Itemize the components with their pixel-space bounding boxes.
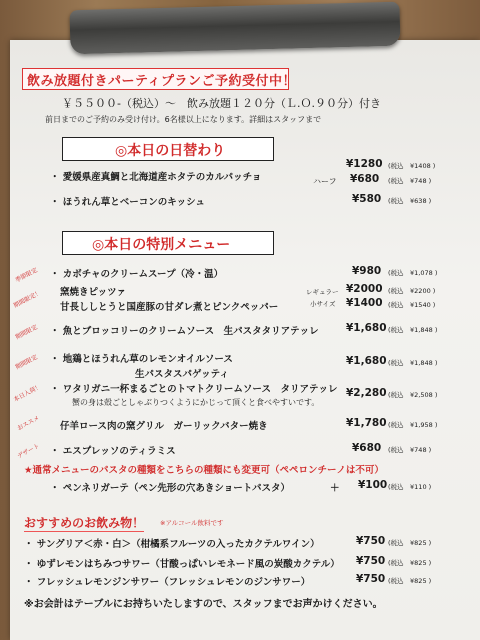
special-item-price: ¥2000 — [346, 283, 383, 295]
drink-item-tax: (税込 ¥825 ) — [388, 539, 432, 547]
special-item-name: ・ カボチャのクリームスープ（冷・温） — [50, 269, 224, 280]
pasta-change-note: ★通常メニューのパスタの種類をこちらの種類にも変更可（ペペロンチーノは不可） — [24, 465, 384, 476]
special-item-tax: (税込 ¥2,508 ) — [388, 391, 438, 399]
penne-name: ・ ペンネリガーテ（ペン先形の穴あきショートパスタ） — [50, 483, 291, 494]
special-item-price: ¥680 — [352, 442, 382, 454]
special-item-tax: (税込 ¥1,958 ) — [388, 421, 438, 429]
penne-plus: ＋ — [330, 483, 340, 494]
special-item-tax: (税込 ¥1,848 ) — [388, 359, 438, 367]
special-item-name: ・ 地鶏とほうれん草のレモンオイルソース — [50, 354, 233, 365]
drink-item-price: ¥750 — [356, 535, 386, 547]
drink-item-price: ¥750 — [356, 555, 386, 567]
drink-item-price: ¥750 — [356, 573, 386, 585]
promo-note: 前日までのご予約のみ受け付け。6名様以上になります。詳細はスタッフまで — [45, 115, 322, 124]
daily-item-price: ¥1280 — [346, 158, 383, 170]
penne-price: ¥100 — [358, 479, 388, 491]
item-tag: 本日入荷！ — [12, 383, 43, 404]
item-tag: 期間限定 — [14, 323, 39, 342]
special-item-sub: 甘長ししとうと国産豚の甘ダレ煮とピンクペッパー — [60, 302, 279, 313]
special-item-name: 窯焼きピッツァ — [60, 287, 127, 298]
special-item-name: 仔羊ロース肉の窯グリル ガーリックバター焼き — [60, 421, 268, 432]
promo-title: 飲み放題付きパーティプランご予約受付中！ — [27, 74, 296, 89]
special-item-price: ¥1,680 — [346, 322, 387, 334]
promo-price: ￥５５００-（税込）～ 飲み放題１２０分（Ｌ.Ｏ.９０分）付き — [62, 97, 381, 110]
special-item-name: ・ ワタリガニ一杯まるごとのトマトクリームソース タリアテッレ — [50, 384, 338, 395]
menu-sheet — [10, 40, 480, 640]
special-item-tax: (税込 ¥748 ) — [388, 446, 432, 454]
daily-half-label: ハーフ — [313, 177, 337, 186]
daily-item-tax: (税込 ¥638 ) — [388, 197, 432, 205]
daily-item-tax: (税込 ¥1408 ) — [388, 162, 436, 170]
special-item-tax: (税込 ¥1,078 ) — [388, 269, 438, 277]
size-label: レギュラー — [306, 288, 339, 296]
special-item-sub: 生パスタスパゲッティ — [135, 369, 229, 380]
daily-half-tax: (税込 ¥748 ) — [388, 177, 432, 185]
drink-item-name: ・ ゆずレモンはちみつサワー（甘酸っぱいレモネード風の炭酸カクテル） — [24, 559, 340, 570]
special-item-name: ・ 魚とブロッコリーのクリームソース 生パスタタリアテッレ — [50, 326, 319, 337]
special-item-price: ¥1,780 — [346, 417, 387, 429]
daily-half-price: ¥680 — [350, 173, 380, 185]
daily-item-price: ¥580 — [352, 193, 382, 205]
item-tag: デザート — [16, 442, 41, 461]
special-item-name: ・ エスプレッソのティラミス — [50, 446, 176, 457]
special-item-price: ¥1,680 — [346, 355, 387, 367]
special-item-tax: (税込 ¥1,848 ) — [388, 326, 438, 334]
item-tag: 季節限定 — [14, 266, 39, 285]
drink-item-tax: (税込 ¥825 ) — [388, 577, 432, 585]
size-label: 小サイズ — [310, 300, 336, 308]
special-item-tax: (税込 ¥1540 ) — [388, 301, 436, 309]
footer-note: ※お会計はテーブルにお持ちいたしますので、スタッフまでお声かけください。 — [24, 599, 383, 610]
daily-item-name: ・ ほうれん草とベーコンのキッシュ — [50, 197, 205, 208]
drinks-alcohol-note: ※アルコール飲料です — [160, 519, 224, 527]
daily-title: ◎本日の日替わり — [115, 143, 226, 159]
drink-item-tax: (税込 ¥825 ) — [388, 559, 432, 567]
special-item-tax: (税込 ¥2200 ) — [388, 287, 436, 295]
item-tag: おススメ — [16, 414, 41, 433]
drink-item-name: ・ フレッシュレモンジンサワー（フレッシュレモンのジンサワー） — [24, 577, 311, 588]
item-tag: 期間限定 — [14, 353, 39, 372]
item-tag: 期間限定！ — [12, 289, 43, 310]
drink-item-name: ・ サングリア＜赤・白＞（柑橘系フルーツの入ったカクテルワイン） — [24, 539, 320, 550]
daily-item-name: ・ 愛媛県産真鯛と北海道産ホタテのカルパッチョ — [50, 172, 262, 183]
special-title: ◎本日の特別メニュー — [92, 237, 231, 253]
special-item-price: ¥980 — [352, 265, 382, 277]
drinks-title: おすすめのお飲み物！ — [24, 516, 145, 530]
special-item-price: ¥2,280 — [346, 387, 387, 399]
penne-tax: (税込 ¥110 ) — [388, 483, 432, 491]
special-item-price: ¥1400 — [346, 297, 383, 309]
special-item-sub: 蟹の身は殻ごとしゃぶりつくようにかじって頂くと食べやすいです。 — [72, 398, 320, 407]
board-clip — [69, 2, 400, 55]
